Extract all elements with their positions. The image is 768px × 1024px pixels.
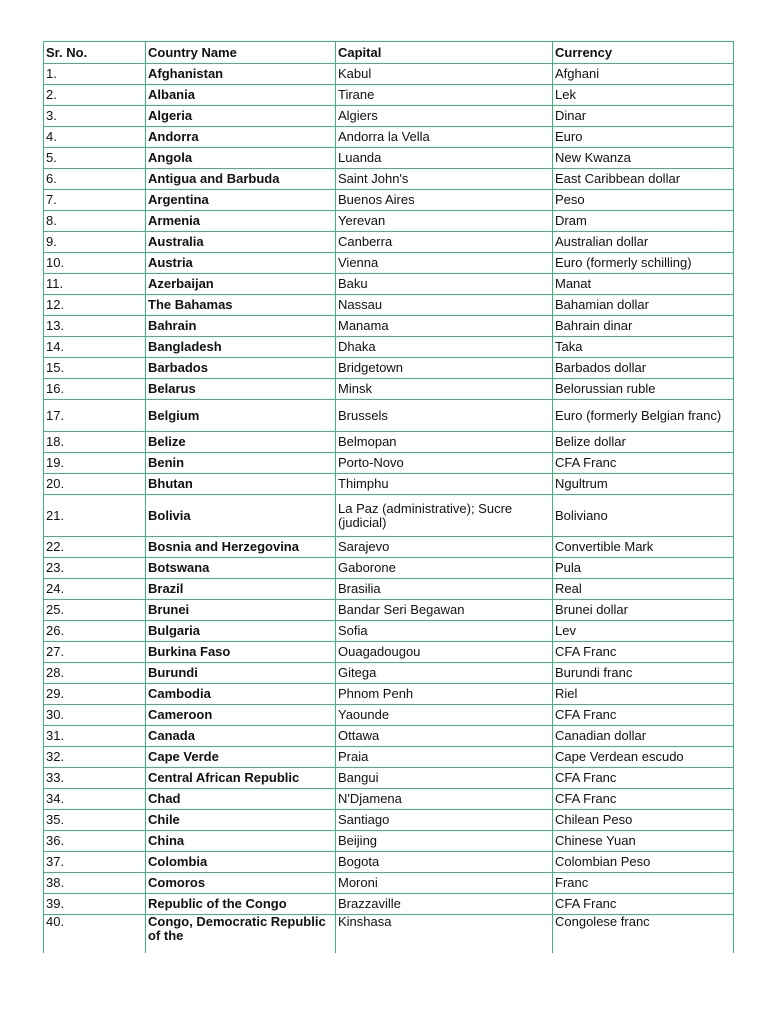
cell-country-name: Albania — [146, 85, 336, 106]
cell-country-name: Botswana — [146, 558, 336, 579]
cell-country-name: Cameroon — [146, 705, 336, 726]
cell-currency: Afghani — [553, 64, 734, 85]
cell-sr-no: 40. — [44, 915, 146, 953]
cell-country-name: Congo, Democratic Republic of the — [146, 915, 336, 953]
cell-capital: La Paz (administrative); Sucre (judicial) — [336, 495, 553, 537]
cell-currency: Barbados dollar — [553, 358, 734, 379]
cell-country-name: Antigua and Barbuda — [146, 169, 336, 190]
table-row — [44, 579, 734, 600]
cell-country-name: Colombia — [146, 852, 336, 873]
table-row — [44, 537, 734, 558]
header-capital: Capital — [336, 42, 553, 64]
cell-sr-no: 13. — [44, 316, 146, 337]
cell-country-name: Chad — [146, 789, 336, 810]
cell-country-name: Central African Republic — [146, 768, 336, 789]
cell-sr-no: 18. — [44, 432, 146, 453]
cell-capital: Phnom Penh — [336, 684, 553, 705]
table-row — [44, 400, 734, 432]
cell-capital: Brasilia — [336, 579, 553, 600]
cell-currency: Lek — [553, 85, 734, 106]
table-row — [44, 211, 734, 232]
cell-currency: CFA Franc — [553, 705, 734, 726]
cell-currency: Chinese Yuan — [553, 831, 734, 852]
cell-currency: Pula — [553, 558, 734, 579]
cell-country-name: Canada — [146, 726, 336, 747]
table-body — [44, 64, 734, 953]
cell-sr-no: 8. — [44, 211, 146, 232]
cell-capital: Kinshasa — [336, 915, 553, 953]
table-row — [44, 684, 734, 705]
cell-currency: Riel — [553, 684, 734, 705]
cell-capital: Saint John's — [336, 169, 553, 190]
cell-capital: Beijing — [336, 831, 553, 852]
cell-currency: Franc — [553, 873, 734, 894]
cell-currency: Real — [553, 579, 734, 600]
cell-country-name: Bulgaria — [146, 621, 336, 642]
table-row — [44, 316, 734, 337]
cell-sr-no: 28. — [44, 663, 146, 684]
cell-sr-no: 25. — [44, 600, 146, 621]
cell-country-name: Belarus — [146, 379, 336, 400]
cell-sr-no: 20. — [44, 474, 146, 495]
table-row — [44, 432, 734, 453]
table-row — [44, 64, 734, 85]
cell-sr-no: 27. — [44, 642, 146, 663]
cell-currency: Euro (formerly schilling) — [553, 253, 734, 274]
cell-currency: CFA Franc — [553, 642, 734, 663]
cell-capital: Luanda — [336, 148, 553, 169]
cell-country-name: Benin — [146, 453, 336, 474]
header-sr-no: Sr. No. — [44, 42, 146, 64]
cell-country-name: Bhutan — [146, 474, 336, 495]
cell-country-name: Andorra — [146, 127, 336, 148]
cell-currency: Canadian dollar — [553, 726, 734, 747]
cell-capital: Yerevan — [336, 211, 553, 232]
cell-sr-no: 38. — [44, 873, 146, 894]
cell-country-name: Algeria — [146, 106, 336, 127]
cell-capital: Algiers — [336, 106, 553, 127]
cell-capital: Gitega — [336, 663, 553, 684]
cell-sr-no: 9. — [44, 232, 146, 253]
table-row — [44, 852, 734, 873]
cell-sr-no: 6. — [44, 169, 146, 190]
cell-country-name: Cambodia — [146, 684, 336, 705]
cell-currency: Dinar — [553, 106, 734, 127]
cell-currency: Brunei dollar — [553, 600, 734, 621]
cell-sr-no: 23. — [44, 558, 146, 579]
cell-country-name: Bahrain — [146, 316, 336, 337]
cell-country-name: Brunei — [146, 600, 336, 621]
cell-sr-no: 15. — [44, 358, 146, 379]
table-row — [44, 705, 734, 726]
cell-sr-no: 34. — [44, 789, 146, 810]
cell-currency: CFA Franc — [553, 789, 734, 810]
cell-currency: Dram — [553, 211, 734, 232]
cell-currency: Australian dollar — [553, 232, 734, 253]
countries-table — [43, 41, 734, 953]
cell-capital: Bandar Seri Begawan — [336, 600, 553, 621]
cell-capital: Porto-Novo — [336, 453, 553, 474]
table-row — [44, 789, 734, 810]
cell-capital: Vienna — [336, 253, 553, 274]
cell-sr-no: 36. — [44, 831, 146, 852]
table-row — [44, 768, 734, 789]
cell-country-name: Belgium — [146, 400, 336, 432]
cell-sr-no: 21. — [44, 495, 146, 537]
cell-currency: Peso — [553, 190, 734, 211]
cell-currency: Burundi franc — [553, 663, 734, 684]
cell-currency: Belize dollar — [553, 432, 734, 453]
cell-sr-no: 4. — [44, 127, 146, 148]
cell-sr-no: 11. — [44, 274, 146, 295]
cell-capital: Praia — [336, 747, 553, 768]
cell-currency: Taka — [553, 337, 734, 358]
cell-currency: Manat — [553, 274, 734, 295]
cell-capital: Sarajevo — [336, 537, 553, 558]
cell-capital: Manama — [336, 316, 553, 337]
cell-sr-no: 1. — [44, 64, 146, 85]
cell-currency: Bahrain dinar — [553, 316, 734, 337]
table-row — [44, 894, 734, 915]
cell-capital: Baku — [336, 274, 553, 295]
cell-country-name: China — [146, 831, 336, 852]
table-row — [44, 148, 734, 169]
cell-currency: CFA Franc — [553, 453, 734, 474]
cell-country-name: Burkina Faso — [146, 642, 336, 663]
table-row — [44, 379, 734, 400]
cell-capital: Brussels — [336, 400, 553, 432]
cell-sr-no: 17. — [44, 400, 146, 432]
cell-capital: Dhaka — [336, 337, 553, 358]
cell-capital: Buenos Aires — [336, 190, 553, 211]
table-row — [44, 726, 734, 747]
cell-country-name: Comoros — [146, 873, 336, 894]
table-row — [44, 663, 734, 684]
table-header-row — [44, 42, 734, 64]
cell-country-name: Australia — [146, 232, 336, 253]
cell-currency: Colombian Peso — [553, 852, 734, 873]
cell-currency: Bahamian dollar — [553, 295, 734, 316]
table-row — [44, 642, 734, 663]
cell-sr-no: 39. — [44, 894, 146, 915]
cell-capital: Sofia — [336, 621, 553, 642]
cell-sr-no: 3. — [44, 106, 146, 127]
cell-capital: Bogota — [336, 852, 553, 873]
cell-country-name: Republic of the Congo — [146, 894, 336, 915]
cell-country-name: Bangladesh — [146, 337, 336, 358]
cell-sr-no: 7. — [44, 190, 146, 211]
cell-capital: Moroni — [336, 873, 553, 894]
table-row — [44, 190, 734, 211]
cell-country-name: Austria — [146, 253, 336, 274]
table-row — [44, 600, 734, 621]
table-row — [44, 495, 734, 537]
cell-currency: East Caribbean dollar — [553, 169, 734, 190]
cell-currency: CFA Franc — [553, 768, 734, 789]
table-row — [44, 810, 734, 831]
cell-sr-no: 24. — [44, 579, 146, 600]
cell-capital: Nassau — [336, 295, 553, 316]
cell-country-name: Bosnia and Herzegovina — [146, 537, 336, 558]
cell-sr-no: 14. — [44, 337, 146, 358]
table-row — [44, 621, 734, 642]
cell-country-name: Chile — [146, 810, 336, 831]
table-row — [44, 474, 734, 495]
cell-country-name: Cape Verde — [146, 747, 336, 768]
table-row — [44, 358, 734, 379]
cell-country-name: Armenia — [146, 211, 336, 232]
table-row — [44, 915, 734, 953]
table-row — [44, 106, 734, 127]
cell-sr-no: 5. — [44, 148, 146, 169]
table-row — [44, 232, 734, 253]
cell-capital: Santiago — [336, 810, 553, 831]
cell-country-name: Bolivia — [146, 495, 336, 537]
cell-sr-no: 10. — [44, 253, 146, 274]
cell-capital: Bangui — [336, 768, 553, 789]
table-row — [44, 873, 734, 894]
cell-capital: Ottawa — [336, 726, 553, 747]
cell-currency: Congolese franc — [553, 915, 734, 953]
cell-currency: Belorussian ruble — [553, 379, 734, 400]
cell-capital: Andorra la Vella — [336, 127, 553, 148]
cell-capital: Tirane — [336, 85, 553, 106]
cell-capital: Ouagadougou — [336, 642, 553, 663]
table-row — [44, 558, 734, 579]
cell-country-name: Brazil — [146, 579, 336, 600]
cell-sr-no: 22. — [44, 537, 146, 558]
table-row — [44, 85, 734, 106]
table-row — [44, 831, 734, 852]
table-row — [44, 747, 734, 768]
cell-currency: Cape Verdean escudo — [553, 747, 734, 768]
cell-sr-no: 35. — [44, 810, 146, 831]
table-row — [44, 295, 734, 316]
cell-capital: Brazzaville — [336, 894, 553, 915]
cell-country-name: Azerbaijan — [146, 274, 336, 295]
cell-sr-no: 33. — [44, 768, 146, 789]
table-row — [44, 274, 734, 295]
table-row — [44, 127, 734, 148]
cell-country-name: Afghanistan — [146, 64, 336, 85]
table-row — [44, 453, 734, 474]
header-country-name: Country Name — [146, 42, 336, 64]
cell-capital: Gaborone — [336, 558, 553, 579]
cell-currency: Boliviano — [553, 495, 734, 537]
cell-country-name: Angola — [146, 148, 336, 169]
cell-sr-no: 29. — [44, 684, 146, 705]
cell-sr-no: 37. — [44, 852, 146, 873]
cell-currency: Chilean Peso — [553, 810, 734, 831]
cell-capital: Kabul — [336, 64, 553, 85]
cell-capital: Thimphu — [336, 474, 553, 495]
cell-capital: Canberra — [336, 232, 553, 253]
cell-currency: CFA Franc — [553, 894, 734, 915]
cell-capital: N'Djamena — [336, 789, 553, 810]
cell-country-name: Belize — [146, 432, 336, 453]
cell-sr-no: 12. — [44, 295, 146, 316]
cell-currency: New Kwanza — [553, 148, 734, 169]
cell-sr-no: 31. — [44, 726, 146, 747]
cell-currency: Euro (formerly Belgian franc) — [553, 400, 734, 432]
cell-capital: Yaounde — [336, 705, 553, 726]
cell-sr-no: 2. — [44, 85, 146, 106]
table-row — [44, 337, 734, 358]
cell-sr-no: 30. — [44, 705, 146, 726]
cell-country-name: Argentina — [146, 190, 336, 211]
cell-country-name: Burundi — [146, 663, 336, 684]
cell-sr-no: 26. — [44, 621, 146, 642]
cell-currency: Convertible Mark — [553, 537, 734, 558]
cell-country-name: Barbados — [146, 358, 336, 379]
cell-capital: Minsk — [336, 379, 553, 400]
cell-currency: Euro — [553, 127, 734, 148]
cell-currency: Ngultrum — [553, 474, 734, 495]
table-row — [44, 169, 734, 190]
cell-capital: Belmopan — [336, 432, 553, 453]
table-row — [44, 253, 734, 274]
header-currency: Currency — [553, 42, 734, 64]
cell-sr-no: 19. — [44, 453, 146, 474]
cell-currency: Lev — [553, 621, 734, 642]
cell-country-name: The Bahamas — [146, 295, 336, 316]
cell-sr-no: 32. — [44, 747, 146, 768]
cell-capital: Bridgetown — [336, 358, 553, 379]
cell-sr-no: 16. — [44, 379, 146, 400]
document-page — [43, 41, 733, 953]
